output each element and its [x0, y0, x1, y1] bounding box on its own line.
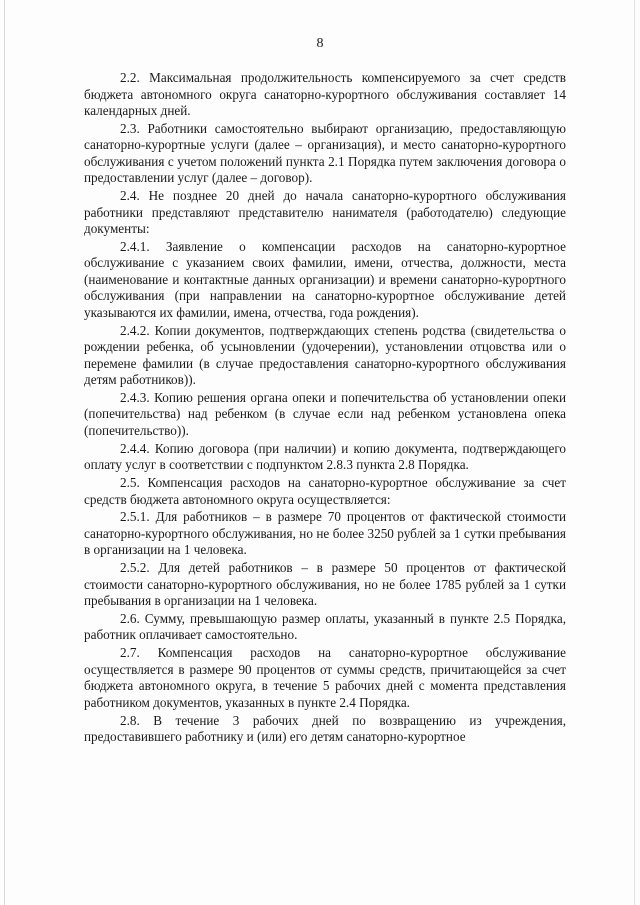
paragraph-2-7: 2.7. Компенсация расходов на санаторно-курортное обслуживание осуществляется в размере 90 процентов от суммы средств, причитающейся за счет бюджета автономного округа, в течение 5 рабочих дней с момента представления работником документов, указанных в пункте 2.4 Порядка. [84, 645, 566, 710]
paragraph-2-3: 2.3. Работники самостоятельно выбирают организацию, предоставляющую санаторно-курортные услуги (далее – организация), и место санаторно-курортного обслуживания с учетом положений пункта 2.1 Порядка путем заключения договора о предоставлении услуг (далее – договор). [84, 120, 566, 186]
page-number: 8 [316, 36, 324, 51]
paragraph-2-4-1: 2.4.1. Заявление о компенсации расходов на санаторно-курортное обслуживание с указанием своих фамилии, имени, отчества, должности, места (наименование и контактные данных организации) и времени санаторно-курортного обслуживания (при направлении на санаторно-курортное обслуживание детей указываются их фамилии, имена, отчества, года рождения). [84, 238, 566, 320]
document-body [84, 70, 566, 747]
paragraph-2-4-4: 2.4.4. Копию договора (при наличии) и копию документа, подтверждающего оплату услуг в соответствии с подпунктом 2.8.3 пункта 2.8 Порядка. [84, 440, 566, 473]
paragraph-2-5-1: 2.5.1. Для работников – в размере 70 процентов от фактической стоимости санаторно-курортного обслуживания, но не более 3250 рублей за 1 сутки пребывания в организации на 1 человека. [84, 509, 566, 558]
paragraph-2-8: 2.8. В течение 3 рабочих дней по возвращению из учреждения, предоставившего работнику и (или) его детям санаторно-курортное [84, 712, 566, 745]
paragraph-2-4-2: 2.4.2. Копии документов, подтверждающих степень родства (свидетельства о рождении ребенка, об усыновлении (удочерении), установлении отцовства или о перемене фамилии (в случае предоставления санаторно-курортного обслуживания детям работников)). [84, 322, 566, 388]
paragraph-2-6: 2.6. Сумму, превышающую размер оплаты, указанный в пункте 2.5 Порядка, работник оплачивает самостоятельно. [84, 610, 566, 643]
scan-edge-right [634, 0, 635, 905]
paragraph-2-5: 2.5. Компенсация расходов на санаторно-курортное обслуживание за счет средств бюджета автономного округа осуществляется: [84, 475, 566, 507]
paragraph-2-4-3: 2.4.3. Копию решения органа опеки и попечительства об установлении опеки (попечительства) над ребенком (в случае если над ребенком установлена опека (попечительство)). [84, 389, 566, 438]
paragraph-2-4: 2.4. Не позднее 20 дней до начала санаторно-курортного обслуживания работники представляют представителю нанимателя (работодателю) следующие документы: [84, 188, 566, 237]
paragraph-2-2: 2.2. Максимальная продолжительность компенсируемого за счет средств бюджета автономного округа санаторно-курортного обслуживания составляет 14 календарных дней. [84, 70, 566, 118]
paragraph-2-5-2: 2.5.2. Для детей работников – в размере 50 процентов от фактической стоимости санаторно-курортного обслуживания, но не более 1785 рублей за 1 сутки пребывания в организации на 1 человека. [84, 560, 566, 609]
scan-edge-left [4, 0, 5, 905]
